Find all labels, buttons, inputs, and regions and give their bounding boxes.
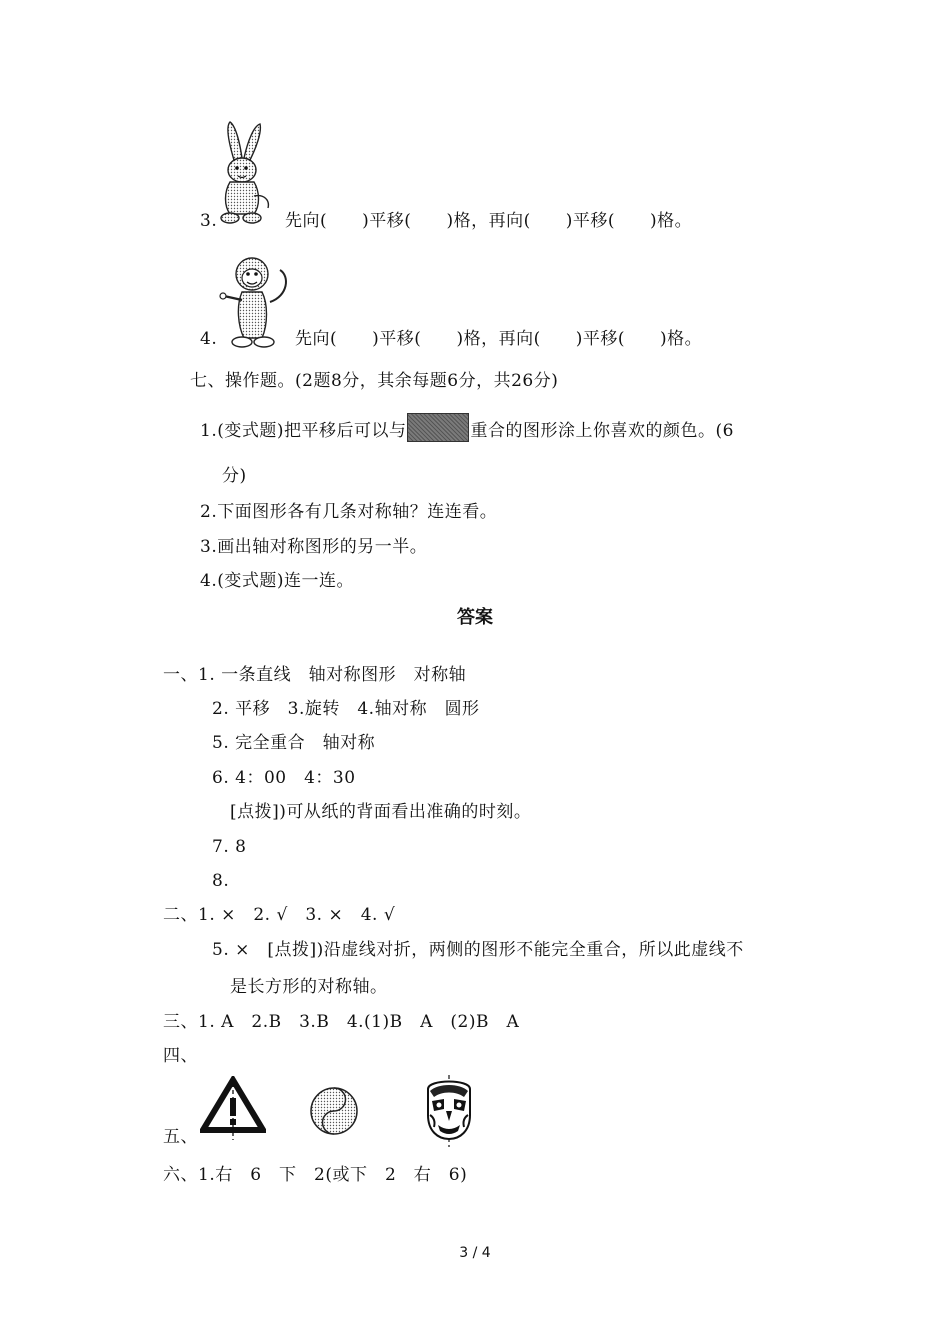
answer-line: 五、	[163, 1127, 198, 1147]
answer-line: 一、1. 一条直线 轴对称图形 对称轴	[163, 665, 467, 685]
answers-title: 答案	[457, 607, 493, 628]
opera-mask-icon	[420, 1075, 478, 1147]
section-7-question-2: 2.下面图形各有几条对称轴？连连看。	[200, 502, 498, 522]
answer-line: 5. 完全重合 轴对称	[212, 733, 376, 753]
section-7-question-1-cont: 分)	[222, 466, 247, 486]
answer-line: 7. 8	[212, 837, 247, 857]
answer-line: 二、1. × 2. √ 3. × 4. √	[163, 905, 396, 925]
question-3: 3. 先向( )平移( )格，再向( )平移( )格。	[200, 211, 693, 231]
answer-line: 5. × [点拨])沿虚线对折，两侧的图形不能完全重合，所以此虚线不	[212, 940, 744, 960]
section-7-question-1: 1.(变式题)把平移后可以与 重合的图形涂上你喜欢的颜色。(6	[200, 413, 734, 442]
answer-line: [点拨])可从纸的背面看出准确的时刻。	[230, 802, 532, 822]
answer-line: 是长方形的对称轴。	[230, 977, 388, 997]
answer-line: 三、1. A 2.B 3.B 4.(1)B A (2)B A	[163, 1012, 520, 1032]
answer-line: 六、1.右 6 下 2(或下 2 右 6)	[163, 1165, 468, 1185]
section-7-heading: 七、操作题。(2题8分，其余每题6分，共26分)	[190, 371, 559, 391]
question-4: 4. 先向( )平移( )格，再向( )平移( )格。	[200, 329, 703, 349]
section-7-question-4: 4.(变式题)连一连。	[200, 571, 354, 591]
yin-yang-circle-icon	[308, 1085, 360, 1137]
answer-line: 2. 平移 3.旋转 4.轴对称 圆形	[212, 699, 480, 719]
warning-triangle-icon	[200, 1076, 266, 1140]
page-number: 3 / 4	[459, 1245, 491, 1261]
answer-line: 8.	[212, 871, 230, 891]
gray-rectangle-shape	[407, 413, 469, 442]
answer-line: 四、	[163, 1046, 198, 1066]
section-7-question-3: 3.画出轴对称图形的另一半。	[200, 537, 428, 557]
answer-line: 6. 4：00 4：30	[212, 768, 356, 788]
